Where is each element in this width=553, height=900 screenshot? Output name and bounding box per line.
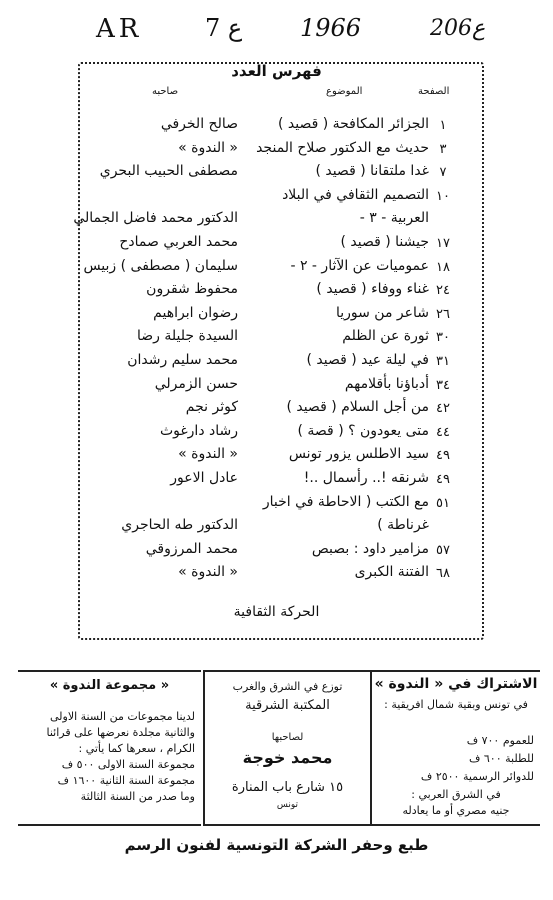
contents-row bbox=[0, 328, 553, 352]
contents-row bbox=[0, 399, 553, 423]
article-title: التصميم الثقافي في البلاد bbox=[282, 186, 429, 203]
page-number: ١٨ bbox=[436, 259, 450, 275]
article-title: الجزائر المكافحة ( قصيد ) bbox=[277, 116, 429, 132]
article-author: محفوظ شقرون bbox=[146, 281, 238, 298]
page-number: ٤٩ bbox=[436, 448, 450, 464]
article-title: متى يعودون ؟ ( قصة ) bbox=[297, 422, 429, 439]
contents-title: فهرس العدد bbox=[231, 62, 322, 80]
article-author: حسن الزمرلي bbox=[154, 375, 238, 392]
printer-line: طبع وحفر الشركة التونسية لفنون الرسم bbox=[124, 836, 429, 854]
contents-row bbox=[0, 163, 553, 187]
contents-row bbox=[0, 470, 553, 494]
contents-row bbox=[0, 305, 553, 329]
article-author: رشاد دارغوث bbox=[159, 422, 238, 439]
contents-row bbox=[0, 352, 553, 376]
page-number: ٤٢ bbox=[436, 401, 450, 417]
article-title: غدا ملتقانا ( قصيد ) bbox=[315, 163, 429, 180]
page-number: ٥٧ bbox=[436, 542, 450, 558]
subscription-title: الاشتراك في « الندوة » bbox=[374, 676, 538, 692]
collection-line: وما صدر من السنة الثالثة bbox=[80, 790, 195, 803]
column-header-page: الصفحة bbox=[418, 86, 450, 97]
page-number: ٣١ bbox=[436, 354, 450, 369]
article-author: الدكتور طه الحاجري bbox=[121, 517, 238, 534]
article-title: من أجل السلام ( قصيد ) bbox=[286, 399, 429, 416]
article-author: رضوان ابراهيم bbox=[153, 304, 238, 321]
page-number: ٢٤ bbox=[436, 283, 450, 299]
subscription-students: للطلبة ٦٠٠ ف bbox=[468, 752, 534, 765]
article-title: سيد الاطلس يزور تونس bbox=[288, 446, 429, 463]
page-number: ١٠ bbox=[436, 188, 450, 204]
article-author: السيدة جليلة رضا bbox=[136, 328, 238, 345]
contents-row bbox=[0, 234, 553, 258]
subscription-box bbox=[370, 670, 540, 826]
distribution-city: تونس bbox=[276, 800, 299, 810]
article-title: العربية - ٣ - bbox=[359, 210, 429, 227]
page-number: ٤٩ bbox=[436, 472, 450, 487]
distribution-line1: توزع في الشرق والغرب bbox=[232, 680, 343, 693]
distribution-owner-label: لصاحبها bbox=[271, 732, 304, 743]
article-title: جيشنا ( قصيد ) bbox=[340, 234, 429, 250]
contents-row bbox=[0, 258, 553, 282]
contents-row bbox=[0, 541, 553, 565]
contents-row bbox=[0, 564, 553, 588]
distribution-owner-name: محمد خوجة bbox=[242, 748, 333, 767]
article-author: الدكتور محمد فاضل الجمالي bbox=[73, 210, 238, 227]
handwritten-series: AR bbox=[96, 14, 143, 44]
article-author: مصطفى الحبيب البحري bbox=[99, 163, 238, 180]
handwritten-code: 206ع bbox=[430, 16, 486, 41]
article-title: غرناطة ) bbox=[377, 517, 429, 534]
contents-row bbox=[0, 210, 553, 234]
article-title: شاعر من سوريا bbox=[335, 304, 429, 321]
article-author: صالح الخرفي bbox=[160, 116, 238, 132]
collection-box bbox=[18, 670, 201, 826]
article-author: سليمان ( مصطفى ) زبيس bbox=[83, 257, 238, 274]
contents-row bbox=[0, 517, 553, 541]
article-author: عادل الاعور bbox=[170, 470, 238, 486]
page-number: ٧ bbox=[439, 165, 447, 181]
article-title: عموميات عن الآثار - ٢ - bbox=[290, 257, 429, 274]
article-title: الفتنة الكبرى bbox=[354, 564, 429, 581]
article-title: غناء ووفاء ( قصيد ) bbox=[316, 281, 429, 298]
distribution-box bbox=[203, 670, 370, 826]
subscription-official: للدوائر الرسمية ٢٥٠٠ ف bbox=[420, 770, 534, 783]
collection-line: لدينا مجموعات من السنة الاولى bbox=[49, 710, 195, 723]
article-author: « الندوة » bbox=[178, 446, 238, 463]
page-number: ٥١ bbox=[436, 495, 450, 511]
article-author: محمد سليم رشدان bbox=[127, 352, 238, 368]
page-number: ١٧ bbox=[436, 236, 450, 251]
subscription-public: للعموم ٧٠٠ ف bbox=[466, 734, 534, 747]
collection-line: والثانية مجلدة نعرضها على قرائنا bbox=[46, 726, 195, 739]
page-number: ٣٠ bbox=[436, 330, 450, 346]
contents-row bbox=[0, 281, 553, 305]
article-title: مزامير داود : بصبص bbox=[311, 540, 429, 557]
page-number: ٣٤ bbox=[436, 377, 450, 393]
contents-row bbox=[0, 423, 553, 447]
article-title: في ليلة عيد ( قصيد ) bbox=[306, 352, 429, 368]
contents-row bbox=[0, 494, 553, 518]
subscription-east-1: في الشرق العربي : bbox=[411, 788, 501, 801]
page-number: ٦٨ bbox=[436, 566, 450, 582]
article-author: « الندوة » bbox=[178, 564, 238, 581]
collection-title: « مجموعة الندوة » bbox=[49, 678, 170, 693]
article-author: محمد المرزوقي bbox=[145, 540, 238, 557]
contents-row bbox=[0, 376, 553, 400]
page-number: ٤٤ bbox=[436, 424, 450, 440]
article-title: ثورة عن الظلم bbox=[342, 328, 429, 345]
page-number: ٣ bbox=[439, 141, 447, 157]
collection-line: الكرام ، سعرها كما يأتي : bbox=[78, 742, 195, 755]
article-author: كوثر نجم bbox=[185, 399, 238, 416]
article-author: « الندوة » bbox=[178, 139, 238, 156]
handwritten-issue: 7 ع bbox=[205, 14, 243, 42]
contents-row bbox=[0, 187, 553, 211]
collection-line: مجموعة السنة الثانية ١٦٠٠ ف bbox=[57, 774, 195, 787]
page-number: ١ bbox=[439, 118, 447, 133]
collection-line: مجموعة السنة الاولى ٥٠٠ ف bbox=[61, 758, 195, 771]
article-title: شرنقه !.. رأسمال ..! bbox=[303, 470, 429, 486]
contents-footer: الحركة الثقافية bbox=[233, 604, 320, 620]
column-header-author: صاحبه bbox=[152, 86, 179, 97]
column-header-topic: الموضوع bbox=[326, 86, 363, 97]
article-title: حديث مع الدكتور صلاح المنجد bbox=[256, 139, 429, 156]
article-title: مع الكتب ( الاحاطة في اخبار bbox=[262, 493, 429, 510]
article-title: أدباؤنا بأقلامهم bbox=[344, 375, 429, 392]
distribution-bookshop: المكتبة الشرقية bbox=[245, 698, 330, 713]
handwritten-year: 1966 bbox=[300, 14, 362, 42]
page-number: ٢٦ bbox=[436, 306, 450, 322]
contents-row bbox=[0, 446, 553, 470]
contents-row bbox=[0, 116, 553, 140]
subscription-east-2: جنيه مصري أو ما يعادله bbox=[402, 804, 510, 817]
distribution-address: ١٥ شارع باب المنارة bbox=[231, 780, 344, 795]
contents-row bbox=[0, 140, 553, 164]
article-author: محمد العربي صمادح bbox=[119, 234, 238, 250]
subscription-region: في تونس وبقية شمال افريقية : bbox=[384, 698, 528, 711]
